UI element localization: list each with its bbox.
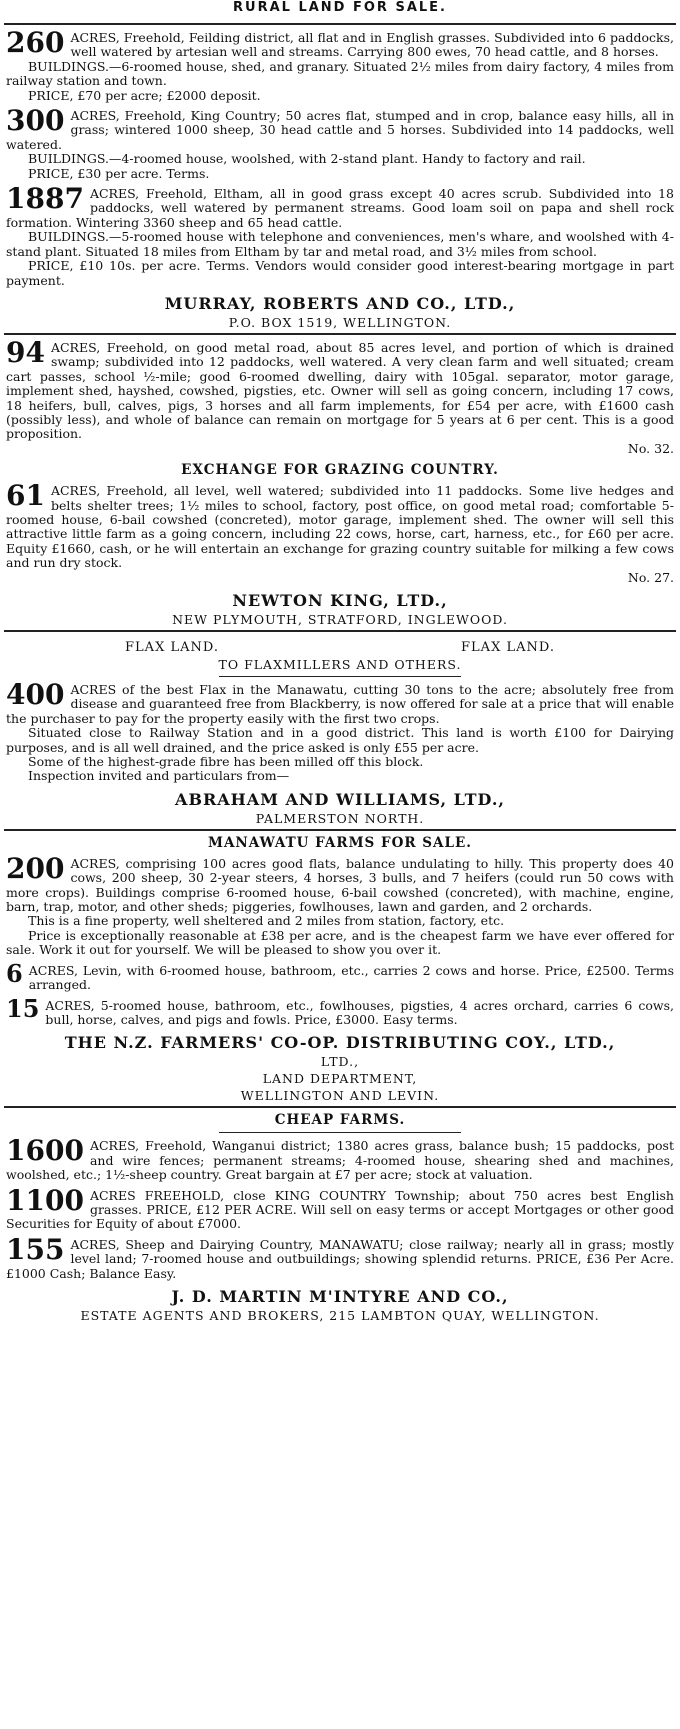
acreage-number: 61 <box>6 479 45 513</box>
listing <box>6 335 674 456</box>
acreage-number: 300 <box>6 104 65 138</box>
section-heading: MANAWATU FARMS FOR SALE. <box>208 834 472 851</box>
section-heading: CHEAP FARMS. <box>274 1112 406 1129</box>
listing <box>6 1232 674 1281</box>
page-title: RURAL LAND FOR SALE. <box>233 0 447 15</box>
listing-price: PRICE, £70 per acre; £2000 deposit. <box>28 87 261 103</box>
acreage-number: 94 <box>6 335 45 369</box>
listing <box>6 104 674 181</box>
listing-text: ACRES, Freehold, on good metal road, about 85 acres level, and portion of which is drained swamp; subdivided into 12 paddocks, well watered. A very clean farm and well situated; cream cart passes, school ½-mile; good 6-roomed dwelling, dairy with 105gal. separator, motor garage, implement shed, hayshed, cowshed, pigsties, etc. Owner will sell as going concern, including 17 cows, 18 heifers, bull, calves, pigs, 3 horses and all farm implements, for £54 per acre, with £1600 cash (possibly less), and whole of balance can remain on mortgage for 5 years at 6 per cent. This is a good proposition. <box>6 339 674 442</box>
listing <box>6 958 674 993</box>
listing-text: ACRES, Freehold, Eltham, all in good grass except 40 acres scrub. Subdivided into 18 paddocks, well watered by permanent streams. Good loam soil on papa and shell rock formation. Wintering 3360 sheep and 65 head cattle. <box>6 186 674 230</box>
listing-buildings: BUILDINGS.—6-roomed house, shed, and granary. Situated 2½ miles from dairy factory, 4 miles from railway station and town. <box>6 58 674 89</box>
listing-text: ACRES FREEHOLD, close KING COUNTRY Township; about 750 acres best English grasses. PRICE, £12 PER ACRE. Will sell on easy terms or accept Mortgages or other good Securities for Equity of about £7000. <box>6 1187 674 1232</box>
divider <box>4 829 676 831</box>
section-murray-roberts <box>4 26 676 330</box>
listing-text: ACRES of the best Flax in the Manawatu, cutting 30 tons to the acre; absolutely free from disease and guaranteed free from Blackberry, is now offered for sale at a price that will enable the purchaser to pay for the property easily with the first two crops. <box>6 682 674 726</box>
flax-heading <box>4 640 676 655</box>
acreage-number: 1100 <box>6 1183 84 1217</box>
listing-text: ACRES, Freehold, King Country; 50 acres flat, stumped and in crop, balance easy hills, all in grass; wintered 1000 sheep, 30 head cattle and 5 horses. Subdivided into 14 paddocks, well watered. <box>6 108 674 152</box>
agent-ltd: LTD., <box>320 1054 360 1070</box>
listing-text: ACRES, Levin, with 6-roomed house, bathroom, etc., carries 2 cows and horse. Price, £2500. Terms arranged. <box>28 962 674 993</box>
listing <box>6 26 674 103</box>
agent-address: PALMERSTON NORTH. <box>255 810 425 826</box>
agent-name: ABRAHAM AND WILLIAMS, LTD., <box>175 789 505 809</box>
acreage-number: 260 <box>6 26 65 59</box>
listing <box>6 993 674 1028</box>
agent-name: MURRAY, ROBERTS AND CO., LTD., <box>164 293 516 313</box>
acreage-number: 15 <box>6 993 40 1023</box>
listing-text: ACRES, comprising 100 acres good flats, balance undulating to hilly. This property does 40 cows, 200 sheep, 30 2-year steers, 4 horses, 3 bulls, and 7 heifers (could run 50 cows with more crops). Buildings comprise 6-roomed house, 6-bail cowshed (concreted), with machine, engine, barn, trap, motor, and other sheds; piggeries, fowlhouses, lawn and garden, and 2 orchards. <box>6 855 674 915</box>
agent-address: WELLINGTON AND LEVIN. <box>240 1088 440 1104</box>
agent-address: P.O. BOX 1519, WELLINGTON. <box>228 314 452 330</box>
listing-paragraph: This is a fine property, well sheltered and 2 miles from station, factory, etc. <box>28 913 505 929</box>
agent-address: ESTATE AGENTS AND BROKERS, 215 LAMBTON QUAY, WELLINGTON. <box>80 1307 600 1323</box>
listing-text: ACRES, Freehold, Feilding district, all flat and in English grasses. Subdivided into 6 paddocks, well watered by artesian well and streams. Carrying 800 ewes, 70 head cattle, and 8 horses. <box>70 30 674 60</box>
listing <box>6 182 674 288</box>
divider <box>219 676 461 677</box>
acreage-number: 200 <box>6 851 65 885</box>
listing-buildings: BUILDINGS.—5-roomed house with telephone and conveniences, men's whare, and woolshed with 4-stand plant. Situated 18 miles from Eltham by tar and metal road, and 3½ miles from school. <box>6 229 674 259</box>
section-subheading: TO FLAXMILLERS AND OTHERS. <box>218 657 462 672</box>
listing-paragraph: Situated close to Railway Station and in a good district. This land is worth £100 for Dairying purposes, and is all well drained, and the price asked is only £55 per acre. <box>6 725 674 755</box>
section-abraham-williams <box>4 640 676 826</box>
reference-number: No. 27. <box>627 569 674 585</box>
listing-buildings: BUILDINGS.—4-roomed house, woolshed, with 2-stand plant. Handy to factory and rail. <box>28 151 586 167</box>
agent-name: J. D. MARTIN M'INTYRE AND CO., <box>171 1286 509 1306</box>
acreage-number: 1887 <box>6 182 84 216</box>
divider <box>219 1132 461 1133</box>
agent-department: LAND DEPARTMENT, <box>262 1071 418 1087</box>
reference-number: No. 32. <box>627 440 674 456</box>
listing-text: ACRES, Freehold, all level, well watered; subdivided into 11 paddocks. Some live hedges and belts shelter trees; 1½ miles to school, factory, post office, on good metal road; comfortable 5-roomed house, 6-bail cowshed (concreted), motor garage, implement shed. The owner will sell this attractive little farm as a going concern, including 22 cows, horse, cart, harness, etc., for £60 per acre. Equity £1660, cash, or he will entertain an exchange for grazing country suitable for milking a few cows and run dry stock. <box>6 483 674 571</box>
section-nz-farmers <box>4 835 676 1103</box>
listing-paragraph: Inspection invited and particulars from— <box>28 768 290 784</box>
acreage-number: 1600 <box>6 1134 84 1168</box>
divider <box>4 23 676 25</box>
agent-name: NEWTON KING, LTD., <box>232 591 448 610</box>
agent-name: THE N.Z. FARMERS' CO-OP. DISTRIBUTING COY., LTD., <box>64 1033 616 1053</box>
listing <box>6 1134 674 1183</box>
listing <box>6 479 674 585</box>
acreage-number: 400 <box>6 678 65 711</box>
listing-price: PRICE, £30 per acre. Terms. <box>28 165 210 181</box>
listing-text: ACRES, 5-roomed house, bathroom, etc., fowlhouses, pigsties, 4 acres orchard, carries 6 cows, bull, horse, calves, and pigs and fowls. Price, £3000. Easy terms. <box>45 997 674 1027</box>
section-heading: EXCHANGE FOR GRAZING COUNTRY. <box>181 462 499 479</box>
agent-address: NEW PLYMOUTH, STRATFORD, INGLEWOOD. <box>172 612 508 627</box>
listing-price: PRICE, £10 10s. per acre. Terms. Vendors would consider good interest-bearing mortgage in part payment. <box>6 258 674 288</box>
divider <box>4 630 676 632</box>
listing-text: ACRES, Sheep and Dairying Country, MANAWATU; close railway; nearly all in grass; mostly level land; 7-roomed house and outbuildings; showing splendid returns. PRICE, £36 Per Acre. £1000 Cash; Balance Easy. <box>6 1236 674 1281</box>
section-martin-mintyre <box>4 1112 676 1323</box>
divider <box>4 333 676 335</box>
listing-text: ACRES, Freehold, Wanganui district; 1380 acres grass, balance bush; 15 paddocks, post and wire fences; permanent streams; 4-roomed house, shearing shed and machines, woolshed, etc.; 1½-sheep country. Great bargain at £7 per acre; stock at valuation. <box>6 1138 674 1183</box>
flax-right: FLAX LAND. <box>461 640 555 655</box>
listing <box>6 851 674 958</box>
section-newton-king <box>4 335 676 627</box>
listing <box>6 1183 674 1232</box>
divider <box>4 1106 676 1108</box>
acreage-number: 155 <box>6 1232 65 1266</box>
listing-paragraph: Price is exceptionally reasonable at £38 per acre, and is the cheapest farm we have ever offered for sale. Work it out for yourself. We will be pleased to show you over it. <box>6 927 674 958</box>
acreage-number: 6 <box>6 958 23 988</box>
listing <box>6 678 674 784</box>
listing-paragraph: Some of the highest-grade fibre has been milled off this block. <box>28 754 424 770</box>
flax-left: FLAX LAND. <box>125 640 219 655</box>
